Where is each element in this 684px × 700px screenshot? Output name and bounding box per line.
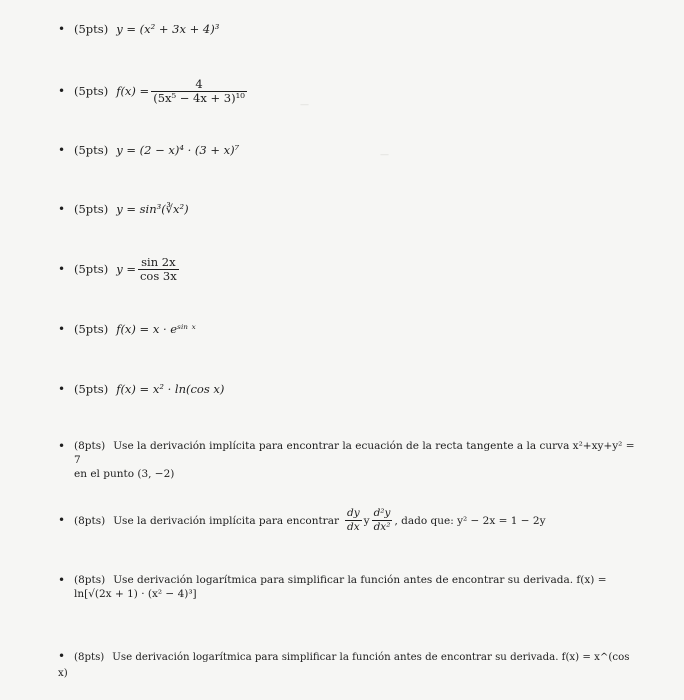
problem-7	[58, 382, 638, 396]
fraction-numerator: dy	[346, 507, 360, 519]
problem-expression: f(x) = x · eˢⁱⁿ ˣ	[116, 322, 196, 336]
problem-6	[58, 322, 638, 336]
problem-lhs: y =	[116, 261, 136, 276]
bullet: •	[58, 143, 66, 157]
problem-points: (5pts)	[74, 83, 109, 98]
problem-2	[58, 78, 638, 105]
problem-condition: , dado que: y² − 2x = 1 − 2y	[394, 514, 546, 527]
problem-8	[58, 439, 638, 481]
fraction	[151, 78, 247, 105]
problem-points: (5pts)	[74, 261, 109, 276]
problem-9	[58, 507, 638, 534]
problem-3	[58, 143, 638, 157]
bullet: •	[58, 322, 66, 336]
bullet: •	[58, 84, 66, 98]
fraction-denominator: (5x⁵ − 4x + 3)¹⁰	[153, 91, 245, 105]
problem-points: (8pts)	[74, 514, 106, 527]
problem-1	[58, 22, 638, 36]
problem-lhs: f(x) =	[116, 83, 150, 98]
bullet: •	[58, 202, 66, 216]
problem-text: Use la derivación implícita para encontrar	[113, 514, 339, 527]
problem-11	[58, 649, 638, 681]
bullet: •	[58, 22, 66, 36]
problem-10	[58, 573, 638, 601]
problem-text-continued: ln[√(2x + 1) · (x² − 4)³]	[74, 588, 197, 600]
fraction-denominator: cos 3x	[139, 269, 177, 283]
bullet: •	[58, 382, 66, 396]
problem-points: (5pts)	[74, 382, 109, 396]
fraction-d2y-dx2	[372, 507, 393, 534]
bullet: •	[58, 262, 66, 276]
problem-4	[58, 202, 638, 216]
problem-text: Use derivación logarítmica para simplificar la función antes de encontrar su derivada. f(x) = x^(cos x)	[58, 652, 630, 679]
fraction-denominator: dx	[346, 521, 360, 533]
problem-points: (5pts)	[74, 22, 109, 36]
problem-points: (5pts)	[74, 143, 109, 157]
problem-points: (8pts)	[74, 574, 106, 586]
problem-expression: y = sin³(∛x²)	[116, 202, 189, 216]
problem-expression: f(x) = x² · ln(cos x)	[116, 382, 225, 396]
problem-points: (8pts)	[74, 652, 105, 663]
problem-text: Use la derivación implícita para encontrar la ecuación de la recta tangente a la curva x²+xy+y² = 7	[74, 440, 635, 466]
fraction-dy-dx	[345, 507, 362, 534]
bleed-through-mark: —	[380, 150, 389, 160]
conjunction: y	[363, 514, 370, 527]
bullet: •	[58, 649, 66, 663]
fraction	[138, 256, 179, 283]
problem-expression: y = (x² + 3x + 4)³	[116, 22, 220, 36]
bullet: •	[58, 573, 66, 587]
fraction-numerator: 4	[151, 78, 247, 92]
fraction-numerator: sin 2x	[138, 256, 179, 270]
problem-5	[58, 256, 638, 283]
problem-points: (5pts)	[74, 322, 109, 336]
problem-text: Use derivación logarítmica para simplificar la función antes de encontrar su derivada. f(x) =	[113, 574, 607, 586]
bleed-through-mark: —	[300, 100, 309, 110]
fraction-denominator: dx²	[373, 521, 391, 533]
problem-text-continued: en el punto (3, −2)	[74, 468, 175, 480]
problem-expression: y = (2 − x)⁴ · (3 + x)⁷	[116, 143, 240, 157]
bullet: •	[58, 439, 66, 453]
fraction-numerator: d²y	[373, 507, 391, 519]
problem-points: (8pts)	[74, 440, 106, 452]
problem-points: (5pts)	[74, 202, 109, 216]
bullet: •	[58, 513, 66, 527]
